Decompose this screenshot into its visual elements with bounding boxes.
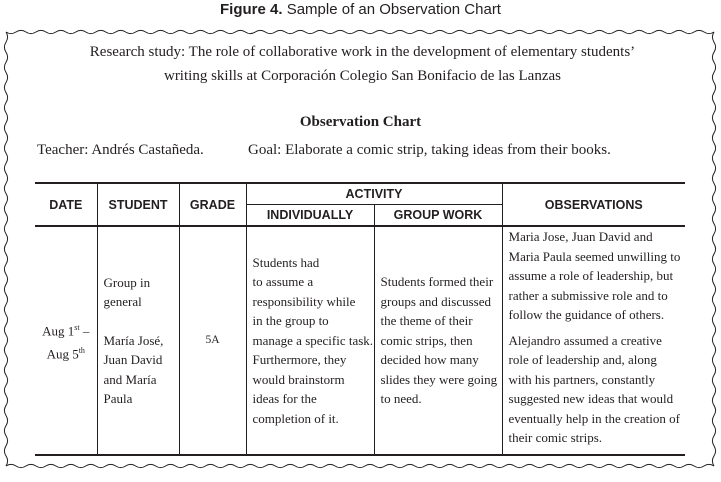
header-group-work: GROUP WORK: [374, 204, 502, 226]
observation-line: Maria Paula seemed unwilling to: [508, 248, 681, 264]
observation-line: follow the guidance of others.: [508, 307, 665, 323]
date-start-suffix: st: [74, 322, 80, 332]
header-student: STUDENT: [97, 183, 179, 226]
observation-1: [509, 227, 686, 325]
research-study-line1: Research study: The role of collaborative work in the development of elementary students’: [89, 44, 636, 60]
individually-line: ideas for the: [252, 391, 317, 407]
group-work-line: the theme of their: [380, 313, 473, 329]
figure-label: Figure 4.: [220, 1, 283, 18]
student-group-line: general: [103, 294, 142, 309]
research-study-line2: writing skills at Corporación Colegio San Bonifacio de las Lanzas: [163, 68, 561, 84]
figure-caption-text: Sample of an Observation Chart: [282, 1, 501, 18]
date-end: Aug 5: [46, 345, 79, 361]
header-activity: ACTIVITY: [246, 183, 502, 204]
research-study: [60, 40, 665, 88]
group-work-line: comic strips, then: [380, 332, 473, 348]
student-name-line: María José,: [103, 332, 164, 348]
observation-2: [509, 331, 686, 448]
group-work-line: slides they were going: [380, 371, 498, 387]
date-start: Aug 1: [42, 323, 75, 338]
individually-line: Furthermore, they: [252, 352, 347, 368]
student-name-line: Paula: [103, 391, 133, 406]
individually-line: responsibility while: [252, 293, 356, 309]
group-work-line: groups and discussed: [380, 293, 491, 309]
observation-table: [35, 182, 685, 456]
grade-cell: 5A: [179, 226, 246, 455]
header-observations: OBSERVATIONS: [502, 183, 685, 226]
observation-line: suggested new ideas that would: [508, 391, 674, 407]
observation-line: with his partners, constantly: [508, 371, 656, 387]
figure-caption: [0, 0, 721, 20]
observation-line: rather a submissive role and to: [508, 287, 668, 303]
observation-line: eventually help in the creation of: [508, 410, 680, 426]
goal-line: Goal: Elaborate a comic strip, taking ideas from their books.: [248, 142, 611, 158]
chart-title: Observation Chart: [299, 114, 422, 130]
student-group-line: Group in: [103, 274, 151, 290]
individually-line: Students had: [252, 254, 320, 270]
group-work-cell: [374, 226, 502, 455]
individually-line: completion of it.: [252, 410, 339, 426]
individually-line: would brainstorm: [252, 371, 345, 387]
student-cell: [97, 226, 179, 455]
group-work-line: Students formed their: [380, 274, 494, 290]
header-grade: GRADE: [179, 183, 246, 226]
group-work-line: decided how many: [380, 352, 479, 368]
student-name-line: and María: [103, 371, 157, 387]
observations-cell: [502, 226, 685, 455]
teacher-line: Teacher: Andrés Castañeda.: [37, 142, 204, 158]
date-end-suffix: th: [78, 345, 85, 355]
date-dash: –: [79, 323, 90, 338]
group-work-line: to need.: [380, 391, 422, 407]
individually-line: in the group to: [252, 313, 329, 329]
individually-cell: [246, 226, 374, 455]
student-name-line: Juan David: [103, 352, 163, 367]
observation-line: their comic strips.: [508, 430, 603, 446]
observation-line: Alejandro assumed a creative: [508, 332, 662, 348]
header-individually: INDIVIDUALLY: [246, 204, 374, 226]
observation-line: Maria Jose, Juan David and: [508, 229, 653, 245]
observation-line: assume a role of leadership, but: [508, 268, 674, 284]
observation-line: role of leadership and, along: [508, 352, 657, 368]
individually-line: to assume a: [252, 274, 314, 290]
date-cell: [35, 226, 97, 455]
header-date: DATE: [35, 183, 97, 226]
individually-line: manage a specific task.: [252, 332, 374, 348]
